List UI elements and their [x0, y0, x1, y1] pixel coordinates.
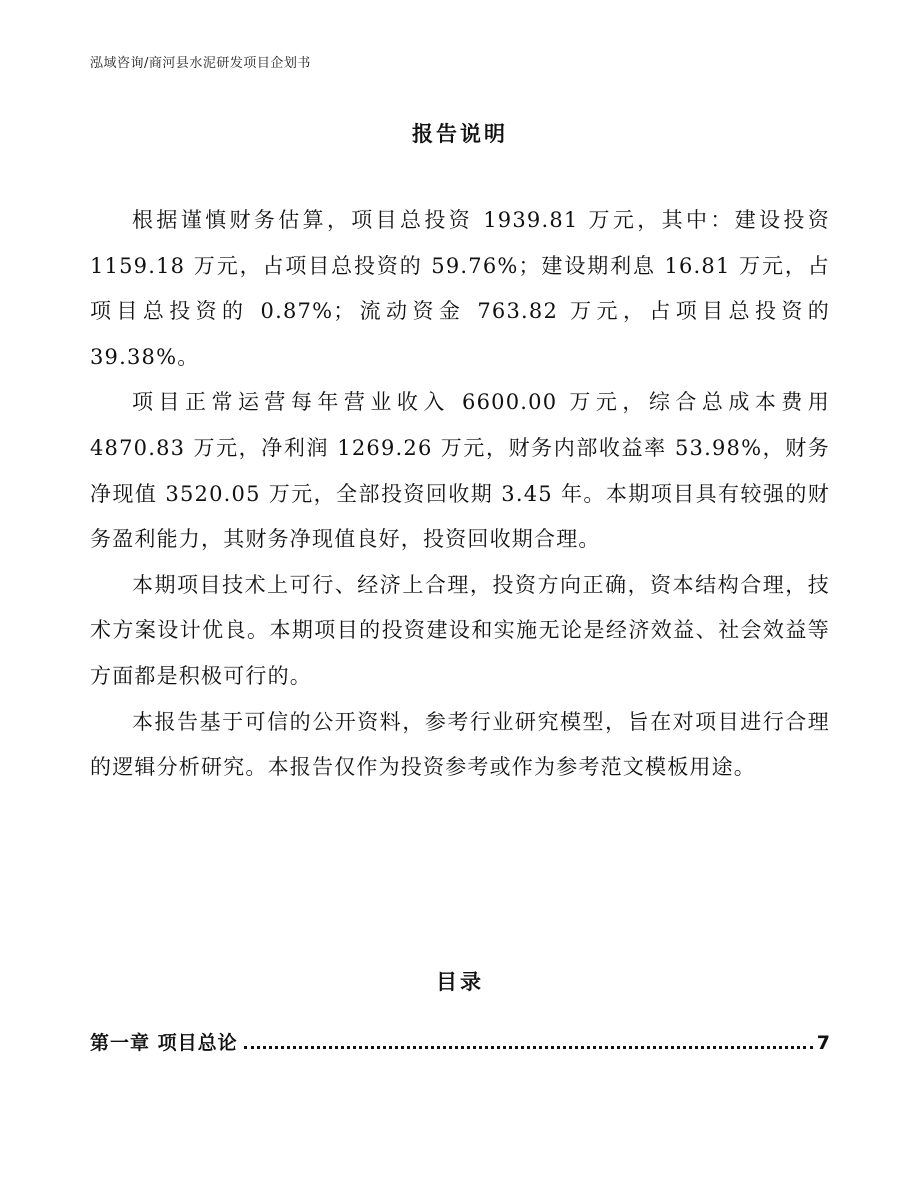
page-header: 泓域咨询/商河县水泥研发项目企划书: [90, 56, 311, 71]
paragraph-disclaimer: 本报告基于可信的公开资料，参考行业研究模型，旨在对项目进行合理的逻辑分析研究。本报告仅作为投资参考或作为参考范文模板用途。: [90, 709, 830, 780]
toc-entry-label: 第一章 项目总论: [90, 1032, 238, 1054]
toc-title: 目录: [436, 970, 484, 994]
toc-entry[interactable]: [90, 1028, 830, 1055]
toc-leader-dots: [244, 1046, 813, 1049]
report-title: 报告说明: [412, 122, 508, 146]
paragraph-investment: 根据谨慎财务估算，项目总投资 1939.81 万元，其中：建设投资 1159.18 万元，占项目总投资的 59.76%；建设期利息 16.81 万元，占项目总投资的 0.87%；流动资金 763.82 万元，占项目总投资的 39.38%。: [90, 208, 830, 369]
paragraph-feasibility: 本期项目技术上可行、经济上合理，投资方向正确，资本结构合理，技术方案设计优良。本期项目的投资建设和实施无论是经济效益、社会效益等方面都是积极可行的。: [90, 572, 830, 688]
paragraph-revenue: 项目正常运营每年营业收入 6600.00 万元，综合总成本费用 4870.83 万元，净利润 1269.26 万元，财务内部收益率 53.98%，财务净现值 3520.05 万元，全部投资回收期 3.45 年。本期项目具有较强的财务盈利能力，其财务净现值良好，投资回收期合理。: [90, 390, 831, 552]
report-body: [90, 198, 830, 791]
toc-entry-page: 7: [816, 1032, 830, 1054]
